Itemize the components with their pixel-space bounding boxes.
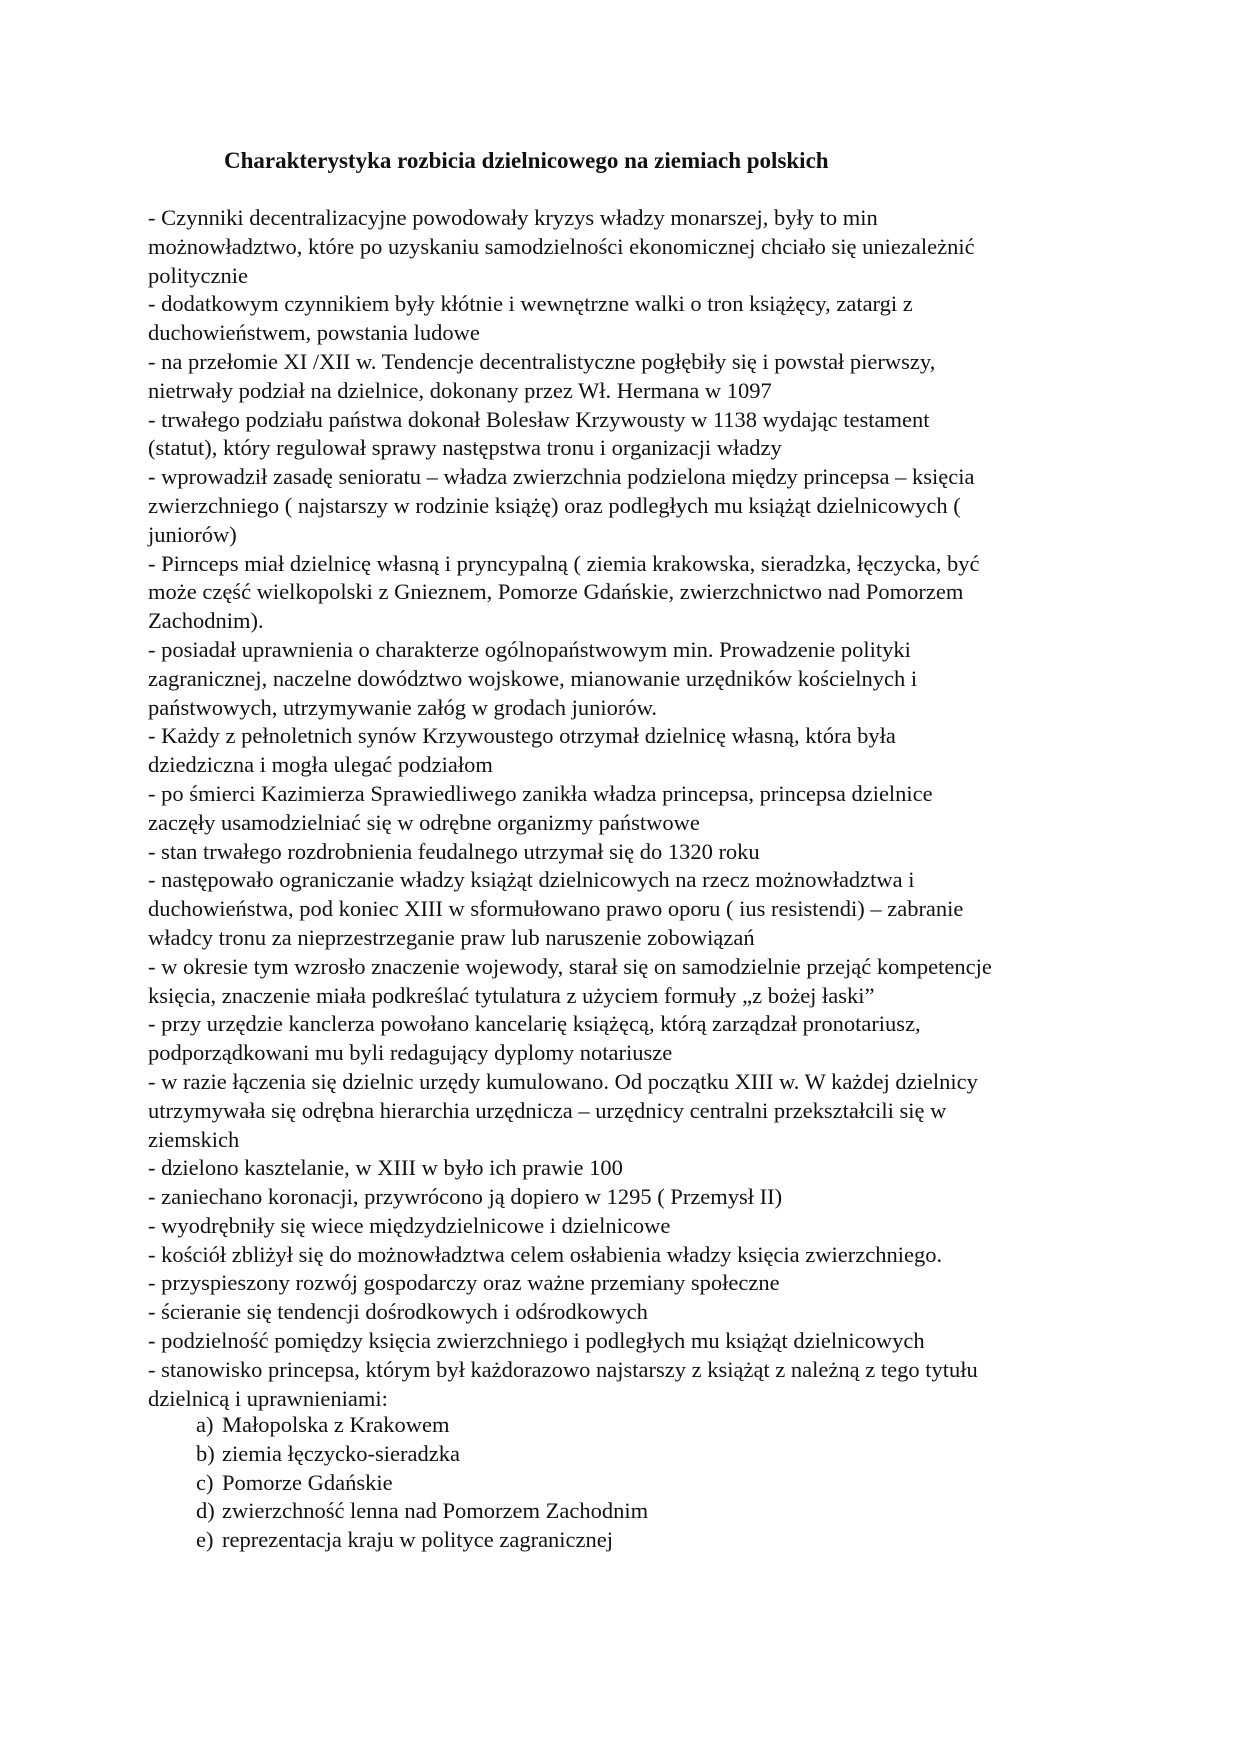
list-item-text: Małopolska z Krakowem (222, 1412, 450, 1437)
text-line: księcia, znaczenie miała podkreślać tytulatura z użyciem formuły „z bożej łaski” (148, 982, 875, 1008)
text-line: duchowieństwem, powstania ludowe (148, 320, 480, 346)
list-item-marker: b) (196, 1440, 215, 1466)
text-line: - stan trwałego rozdrobnienia feudalnego utrzymał się do 1320 roku (148, 838, 760, 864)
text-line: państwowych, utrzymywanie załóg w grodach juniorów. (148, 694, 658, 720)
list-item-text: Pomorze Gdańskie (222, 1469, 393, 1495)
text-line: ziemskich (148, 1126, 240, 1152)
text-line: - podzielność pomiędzy księcia zwierzchniego i podległych mu książąt dzielnicowych (148, 1328, 925, 1354)
text-line: - stanowisko princepsa, którym był każdorazowo najstarszy z książąt z należną z tego tytułu (148, 1356, 978, 1382)
list-item (196, 1497, 648, 1526)
text-line: - ścieranie się tendencji dośrodkowych i odśrodkowych (148, 1299, 648, 1325)
text-line: - posiadał uprawnienia o charakterze ogólnopaństwowym min. Prowadzenie polityki (148, 636, 911, 662)
text-line: - zaniechano koronacji, przywrócono ją dopiero w 1295 ( Przemysł II) (148, 1184, 783, 1210)
text-line: zagranicznej, naczelne dowództwo wojskowe, mianowanie urzędników kościelnych i (148, 665, 918, 691)
list-item-text: zwierzchność lenna nad Pomorzem Zachodnim (222, 1498, 649, 1524)
text-line: - Każdy z pełnoletnich synów Krzywoustego otrzymał dzielnicę własną, która była (148, 723, 896, 749)
text-line: zaczęły usamodzielniać się w odrębne organizmy państwowe (148, 809, 700, 835)
text-line: dziedziczna i mogła ulegać podziałom (148, 752, 493, 778)
text-line: duchowieństwa, pod koniec XIII w sformułowano prawo oporu ( ius resistendi) – zabranie (148, 896, 964, 922)
document-title: Charakterystyka rozbicia dzielnicowego na ziemiach polskich (224, 148, 829, 173)
text-line: - trwałego podziału państwa dokonał Bolesław Krzywousty w 1138 wydając testament (148, 406, 930, 432)
text-line: - dzielono kasztelanie, w XIII w było ich prawie 100 (148, 1155, 623, 1181)
list-item-text: ziemia łęczycko-sieradzka (222, 1440, 460, 1466)
text-line: - kościół zbliżył się do możnowładztwa celem osłabienia władzy księcia zwierzchniego. (148, 1241, 943, 1267)
text-line: - dodatkowym czynnikiem były kłótnie i wewnętrzne walki o tron książęcy, zatargi z (148, 291, 913, 317)
list-item-marker: d) (196, 1498, 215, 1524)
text-line: juniorów) (148, 521, 237, 547)
list-item-marker: c) (196, 1469, 214, 1495)
text-line: - w okresie tym wzrosło znaczenie wojewody, starał się on samodzielnie przejąć kompetencje (148, 953, 992, 979)
text-line: utrzymywała się odrębna hierarchia urzędnicza – urzędnicy centralni przekształcili się w (148, 1097, 947, 1123)
text-line: - wyodrębniły się wiece międzydzielnicowe i dzielnicowe (148, 1212, 671, 1238)
text-line: politycznie (148, 262, 248, 288)
text-line: - przyspieszony rozwój gospodarczy oraz ważne przemiany społeczne (148, 1270, 780, 1296)
text-line: podporządkowani mu byli redagujący dyplomy notariusze (148, 1040, 673, 1066)
text-line: - w razie łączenia się dzielnic urzędy kumulowano. Od początku XIII w. W każdej dzielnicy (148, 1068, 978, 1094)
text-line: możnowładztwo, które po uzyskaniu samodzielności ekonomicznej chciało się uniezależnić (148, 233, 975, 259)
text-line: - na przełomie XI /XII w. Tendencje decentralistyczne pogłębiły się i powstał pierwszy, (148, 348, 936, 374)
list-item-marker: e) (196, 1527, 214, 1553)
text-line: - Pirnceps miał dzielnicę własną i pryncypalną ( ziemia krakowska, sieradzka, łęczycka, być (148, 550, 980, 576)
text-line: dzielnicą i uprawnieniami: (148, 1385, 388, 1411)
enumerated-list (196, 1411, 648, 1555)
text-line: może część wielkopolski z Gnieznem, Pomorze Gdańskie, zwierzchnictwo nad Pomorzem (148, 579, 964, 605)
text-line: zwierzchniego ( najstarszy w rodzinie książę) oraz podległych mu książąt dzielnicowych ( (148, 492, 961, 518)
list-item-text: reprezentacja kraju w polityce zagranicznej (222, 1527, 614, 1553)
list-item (196, 1526, 648, 1555)
text-line: nietrwały podział na dzielnice, dokonany przez Wł. Hermana w 1097 (148, 377, 772, 403)
text-line: - wprowadził zasadę senioratu – władza zwierzchnia podzielona między princepsa – księcia (148, 464, 975, 490)
text-line: - po śmierci Kazimierza Sprawiedliwego zanikła władza princepsa, princepsa dzielnice (148, 780, 933, 806)
text-line: - następowało ograniczanie władzy książąt dzielnicowych na rzecz możnowładztwa i (148, 867, 915, 893)
text-line: - Czynniki decentralizacyjne powodowały kryzys władzy monarszej, były to min (148, 205, 878, 230)
list-item-marker: a) (196, 1412, 214, 1437)
text-line: - przy urzędzie kanclerza powołano kancelarię książęcą, którą zarządzał pronotariusz, (148, 1011, 921, 1037)
list-item (196, 1411, 648, 1440)
text-line: Zachodnim). (148, 608, 264, 634)
list-item (196, 1469, 648, 1498)
text-line: władcy tronu za nieprzestrzeganie praw lub naruszenie zobowiązań (148, 924, 755, 950)
text-line: (statut), który regulował sprawy następstwa tronu i organizacji władzy (148, 435, 782, 461)
list-item (196, 1440, 648, 1469)
body-text (148, 204, 992, 1413)
